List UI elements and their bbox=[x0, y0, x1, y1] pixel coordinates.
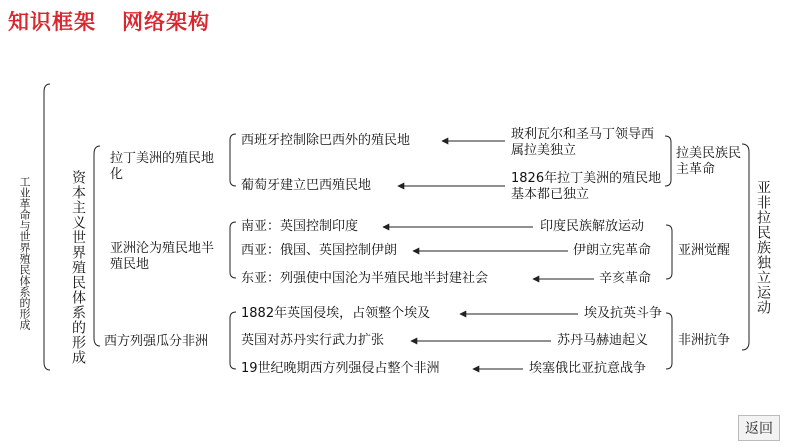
back-button[interactable]: 返回 bbox=[738, 415, 780, 441]
event-africa-occupation: 19世纪晚期西方列强侵占整个非洲 bbox=[241, 361, 440, 376]
event-sudan: 英国对苏丹实行武力扩张 bbox=[241, 333, 385, 348]
resistance-1826: 1826年拉丁美洲的殖民地基本都已独立 bbox=[511, 171, 662, 202]
region-africa-struggle: 非洲抗争 bbox=[678, 333, 731, 348]
group-brace bbox=[94, 146, 100, 346]
latin-brace bbox=[230, 134, 236, 186]
event-west-asia: 西亚：俄国、英国控制伊朗 bbox=[241, 243, 398, 258]
event-spain-colonies: 西班牙控制除巴西外的殖民地 bbox=[241, 133, 411, 148]
event-south-asia: 南亚：英国控制印度 bbox=[241, 219, 359, 234]
root-label: 工业革命与世界殖民体系的形成 bbox=[18, 176, 31, 330]
resistance-ethiopia: 埃塞俄比亚抗意战争 bbox=[529, 361, 647, 376]
latin-colonization-label: 拉丁美洲的殖民地化 bbox=[110, 151, 215, 182]
africa-partition-label: 西方列强瓜分非洲 bbox=[104, 334, 209, 349]
title-knowledge-framework: 知识框架 bbox=[8, 10, 96, 34]
event-egypt: 1882年英国侵埃，占领整个埃及 bbox=[241, 306, 431, 321]
resistance-xinhai: 辛亥革命 bbox=[599, 271, 652, 286]
title-network-structure: 网络架构 bbox=[122, 10, 210, 34]
resistance-egypt: 埃及抗英斗争 bbox=[584, 306, 663, 321]
resistance-iran: 伊朗立宪革命 bbox=[573, 243, 652, 258]
resistance-india: 印度民族解放运动 bbox=[540, 219, 645, 234]
right-africa-brace bbox=[666, 313, 672, 369]
region-latin-revolution: 拉美民族民主革命 bbox=[676, 146, 742, 177]
root-brace bbox=[44, 84, 50, 370]
event-portugal-brazil: 葡萄牙建立巴西殖民地 bbox=[241, 178, 372, 193]
resistance-bolivar: 玻利瓦尔和圣马丁领导西属拉美独立 bbox=[511, 127, 655, 158]
asia-colonization-label: 亚洲沦为殖民地半殖民地 bbox=[110, 241, 215, 272]
africa-brace bbox=[230, 312, 236, 369]
resistance-sudan: 苏丹马赫迪起义 bbox=[557, 333, 649, 348]
region-asia-awakening: 亚洲觉醒 bbox=[678, 243, 731, 258]
colonial-system-label: 资本主义世界殖民体系的形成 bbox=[70, 170, 86, 365]
asia-brace bbox=[230, 222, 236, 278]
event-east-asia: 东亚：列强使中国沦为半殖民地半封建社会 bbox=[241, 271, 489, 286]
independence-movement-label: 亚非拉民族独立运动 bbox=[755, 180, 771, 315]
right-asia-brace bbox=[666, 225, 672, 279]
